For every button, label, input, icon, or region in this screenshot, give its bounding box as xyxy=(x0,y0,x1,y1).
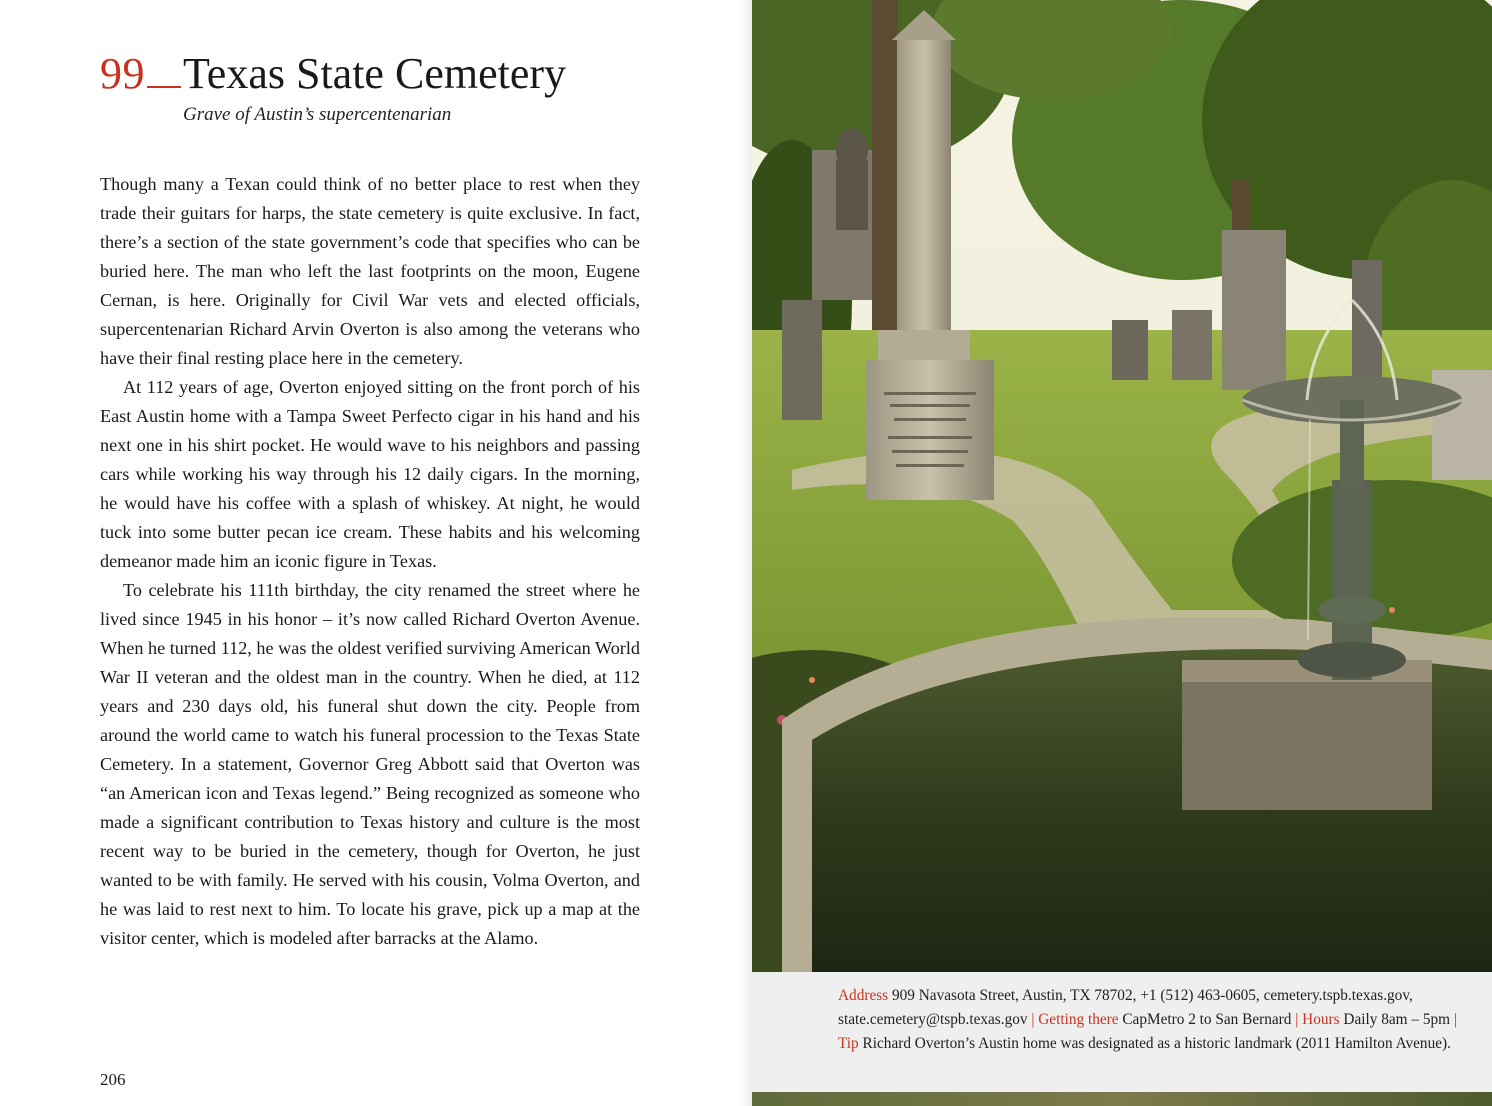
statue xyxy=(836,128,868,230)
book-gutter xyxy=(740,0,752,1106)
paragraph-1: Though many a Texan could think of no better place to rest when they trade their guitars for harps, the state cemetery is quite exclusive. In fact, there’s a section of the state government’s code that specifies who can be buried here. The man who left the last footprints on the moon, Eugene Cernan, is here. Originally for Civil War vets and elected officials, supercentenarian Richard Arvin Overton is also among the veterans who have their final resting place here in the cemetery. xyxy=(100,174,640,368)
photo-edge-strip xyxy=(752,1092,1492,1106)
heading-rule xyxy=(147,86,181,88)
tip-text: Richard Overton’s Austin home was designated as a historic landmark (2011 Hamilton Avenue). xyxy=(862,1035,1451,1052)
getting-there-text: CapMetro 2 to San Bernard xyxy=(1122,1011,1292,1028)
hours-text: Daily 8am – 5pm xyxy=(1343,1011,1451,1028)
address-text: 909 Navasota Street, Austin, TX 78702, +1 (512) 463-0605, cemetery.tspb.texas.gov, state.cemetery@tspb.texas.gov xyxy=(838,987,1413,1028)
tip-label: Tip xyxy=(838,1035,859,1052)
chapter-number: 99 xyxy=(100,49,145,98)
subtitle: Grave of Austin’s supercentenarian xyxy=(183,104,452,125)
separator: | xyxy=(1295,1011,1299,1028)
tree-trunk xyxy=(872,0,898,330)
right-page xyxy=(752,0,1492,1106)
chapter-heading xyxy=(100,48,566,99)
address-label: Address xyxy=(838,987,889,1004)
separator: | xyxy=(1453,1011,1457,1028)
page-number: 206 xyxy=(100,1070,126,1089)
getting-there-label: Getting there xyxy=(1038,1011,1119,1028)
paragraph-3: To celebrate his 111th birthday, the city renamed the street where he lived since 1945 in his honor – it’s now called Richard Overton Avenue. When he turned 112, he was the oldest verified surviving American World War II veteran and the oldest man in the country. When he died, at 112 years and 230 days old, his funeral shut down the city. People from around the world came to watch his funeral procession to the Texas State Cemetery. In a statement, Governor Greg Abbott said that Overton was “an American icon and Texas legend.” Being recognized as someone who made a significant contribution to Texas history and culture is the most recent way to be buried in the cemetery, though for Overton, he just wanted to be with family. He served with his cousin, Volma Overton, and he was laid to rest next to him. To locate his grave, pick up a map at the visitor center, which is modeled after barracks at the Alamo. xyxy=(100,580,640,948)
cemetery-photo xyxy=(752,0,1492,972)
hours-label: Hours xyxy=(1302,1011,1340,1028)
article-body xyxy=(100,170,640,953)
paragraph-2: At 112 years of age, Overton enjoyed sitting on the front porch of his East Austin home with a Tampa Sweet Perfecto cigar in his hand and his next one in his shirt pocket. He would wave to his neighbors and passing cars while working his way through his 12 daily cigars. In the morning, he would have his coffee with a splash of whiskey. At night, he would tuck into some butter pecan ice cream. These habits and his welcoming demeanor made him an iconic figure in Texas. xyxy=(100,377,640,571)
page-title: Texas State Cemetery xyxy=(183,49,567,98)
separator: | xyxy=(1031,1011,1035,1028)
visitor-info xyxy=(838,984,1478,1056)
